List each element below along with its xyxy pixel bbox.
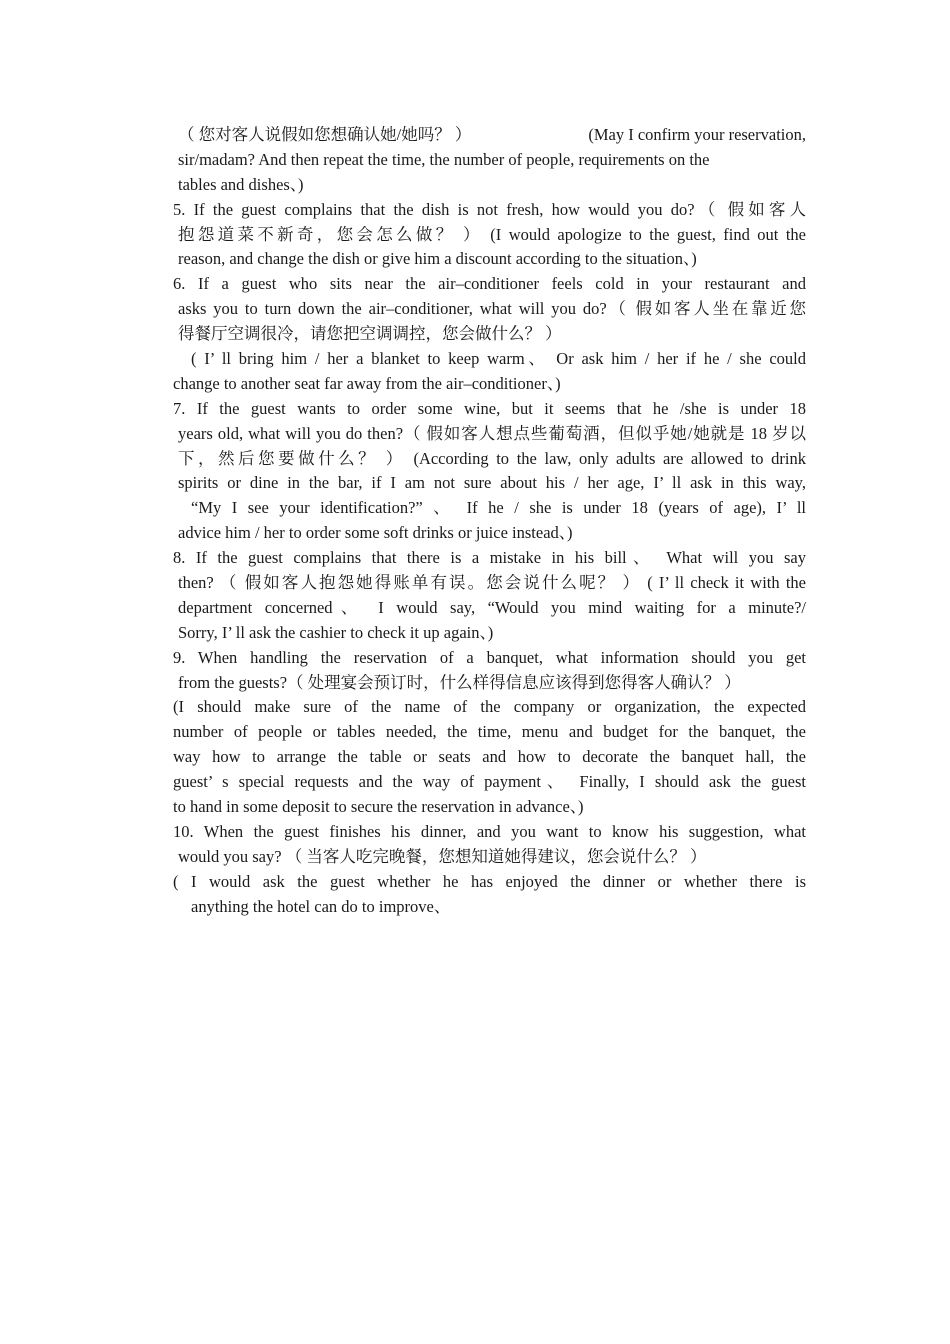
text-line: years old, what will you do then?（ 假如客人想点些葡萄酒，但似乎她/她就是 18 岁以 [178, 423, 806, 443]
document-body [173, 123, 806, 920]
text-line: change to another seat far away from the air–conditioner、) [173, 373, 561, 393]
text-line: advice him / her to order some soft drinks or juice instead、) [178, 523, 573, 543]
text-line: number of people or tables needed, the time, menu and budget for the banquet, the [173, 722, 806, 742]
text-segment: (May I confirm your reservation, [588, 125, 806, 144]
text-line: 5. If the guest complains that the dish is not fresh, how would you do?（ 假如客人 [173, 199, 806, 219]
text-line: 6. If a guest who sits near the air–conditioner feels cold in your restaurant and [173, 274, 806, 294]
text-line: to hand in some deposit to secure the reservation in advance、) [173, 797, 584, 817]
text-line: ( I would ask the guest whether he has enjoyed the dinner or whether there is [173, 871, 806, 891]
text-line: asks you to turn down the air–conditioner, what will you do?（ 假如客人坐在靠近您 [178, 299, 806, 319]
text-line: Sorry, I’ ll ask the cashier to check it up again、) [178, 622, 494, 642]
text-line: anything the hotel can do to improve、 [191, 896, 451, 916]
text-line: 下，然后您要做什么？ ） (According to the law, only adults are allowed to drink [178, 448, 806, 468]
text-line: 7. If the guest wants to order some wine, but it seems that he /she is under 18 [173, 398, 806, 418]
text-line: (I should make sure of the name of the company or organization, the expected [173, 697, 806, 717]
text-line: “My I see your identification?” 、 If he / she is under 18 (years of age), I’ ll [191, 498, 806, 518]
text-line: guest’ s special requests and the way of payment、 Finally, I should ask the guest [173, 772, 806, 792]
text-line: 9. When handling the reservation of a banquet, what information should you get [173, 647, 806, 667]
text-line: 得餐厅空调很冷，请您把空调调控，您会做什么？ ） [178, 324, 562, 344]
text-line: department concerned、 I would say, “Would you mind waiting for a minute?/ [178, 597, 806, 617]
text-line: then? （ 假如客人抱怨她得账单有误。您会说什么呢？ ） ( I’ ll check it with the [178, 573, 806, 593]
text-segment: （ 您对客人说假如您想确认她/她吗？ ） [178, 125, 472, 144]
text-line: spirits or dine in the bar, if I am not sure about his / her age, I’ ll ask in this way, [178, 473, 806, 493]
text-line: reason, and change the dish or give him a discount according to the situation、) [178, 249, 697, 269]
text-line: 抱怨道菜不新奇，您会怎么做？ ） (I would apologize to the guest, find out the [178, 224, 806, 244]
text-line: from the guests?（ 处理宴会预订时，什么样得信息应该得到您得客人确认？ ） [178, 672, 741, 692]
text-line: would you say? （ 当客人吃完晚餐，您想知道她得建议，您会说什么？ ） [178, 846, 707, 866]
text-line: tables and dishes、) [178, 174, 304, 194]
text-line: sir/madam? And then repeat the time, the number of people, requirements on the [178, 149, 710, 169]
text-line: 8. If the guest complains that there is a mistake in his bill、 What will you say [173, 548, 806, 568]
text-line: 10. When the guest finishes his dinner, and you want to know his suggestion, what [173, 821, 806, 841]
text-line [173, 123, 806, 148]
text-line: ( I’ ll bring him / her a blanket to keep warm、 Or ask him / her if he / she could [191, 349, 806, 369]
text-line: way how to arrange the table or seats and how to decorate the banquet hall, the [173, 747, 806, 767]
